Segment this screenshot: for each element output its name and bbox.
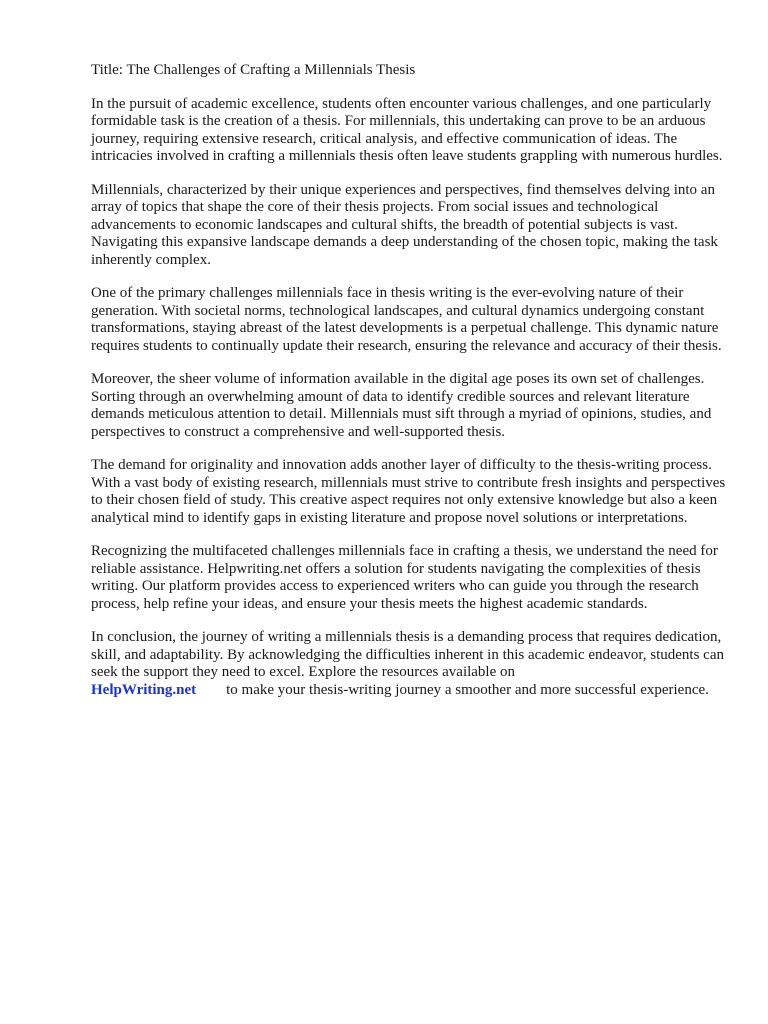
- paragraph-3: One of the primary challenges millennials face in thesis writing is the ever-evolving nature of their generation. With societal norms, technological landscapes, and cultural dynamics undergoing constant transformations, staying abreast of the latest developments is a perpetual challenge. This dynamic nature requires students to continually update their research, ensuring the relevance and accuracy of their thesis.: [91, 285, 722, 354]
- paragraph-6: Recognizing the multifaceted challenges millennials face in crafting a thesis, we understand the need for reliable assistance. Helpwriting.net offers a solution for students navigating the complexities of thesis writing. Our platform provides access to experienced writers who can guide you through the research process, help refine your ideas, and ensure your thesis meets the highest academic standards.: [91, 543, 718, 612]
- document-page: [91, 62, 727, 715]
- paragraph-5: The demand for originality and innovation adds another layer of difficulty to the thesis-writing process. With a vast body of existing research, millennials must strive to contribute fresh insights and perspectives to their chosen field of study. This creative aspect requires not only extensive knowledge but also a keen analytical mind to identify gaps in existing literature and propose novel solutions or interpretations.: [91, 457, 726, 526]
- paragraph-4: Moreover, the sheer volume of information available in the digital age poses its own set of challenges. Sorting through an overwhelming amount of data to identify credible sources and relevant literature demands meticulous attention to detail. Millennials must sift through a myriad of opinions, studies, and perspectives to construct a comprehensive and well-supported thesis.: [91, 371, 712, 440]
- paragraph-2: Millennials, characterized by their unique experiences and perspectives, find themselves delving into an array of topics that shape the core of their thesis projects. From social issues and technological advancements to economic landscapes and cultural shifts, the breadth of potential subjects is vast. Navigating this expansive landscape demands a deep understanding of the chosen topic, making the task inherently complex.: [91, 181, 718, 268]
- document-title: Title: The Challenges of Crafting a Millennials Thesis: [91, 62, 416, 78]
- conclusion-after-link: to make your thesis-writing journey a smoother and more successful experience.: [226, 681, 709, 698]
- helpwriting-link[interactable]: HelpWriting.net: [91, 681, 197, 698]
- conclusion-text: In conclusion, the journey of writing a millennials thesis is a demanding process that requires dedication, skill, and adaptability. By acknowledging the difficulties inherent in this academic endeavor, students can seek the support they need to excel. Explore the resources available on: [91, 629, 724, 680]
- conclusion-paragraph: [91, 629, 727, 699]
- paragraph-1: In the pursuit of academic excellence, students often encounter various challenges, and one particularly formidable task is the creation of a thesis. For millennials, this undertaking can prove to be an arduous journey, requiring extensive research, critical analysis, and effective communication of ideas. The intricacies involved in crafting a millennials thesis often leave students grappling with numerous hurdles.: [91, 95, 723, 164]
